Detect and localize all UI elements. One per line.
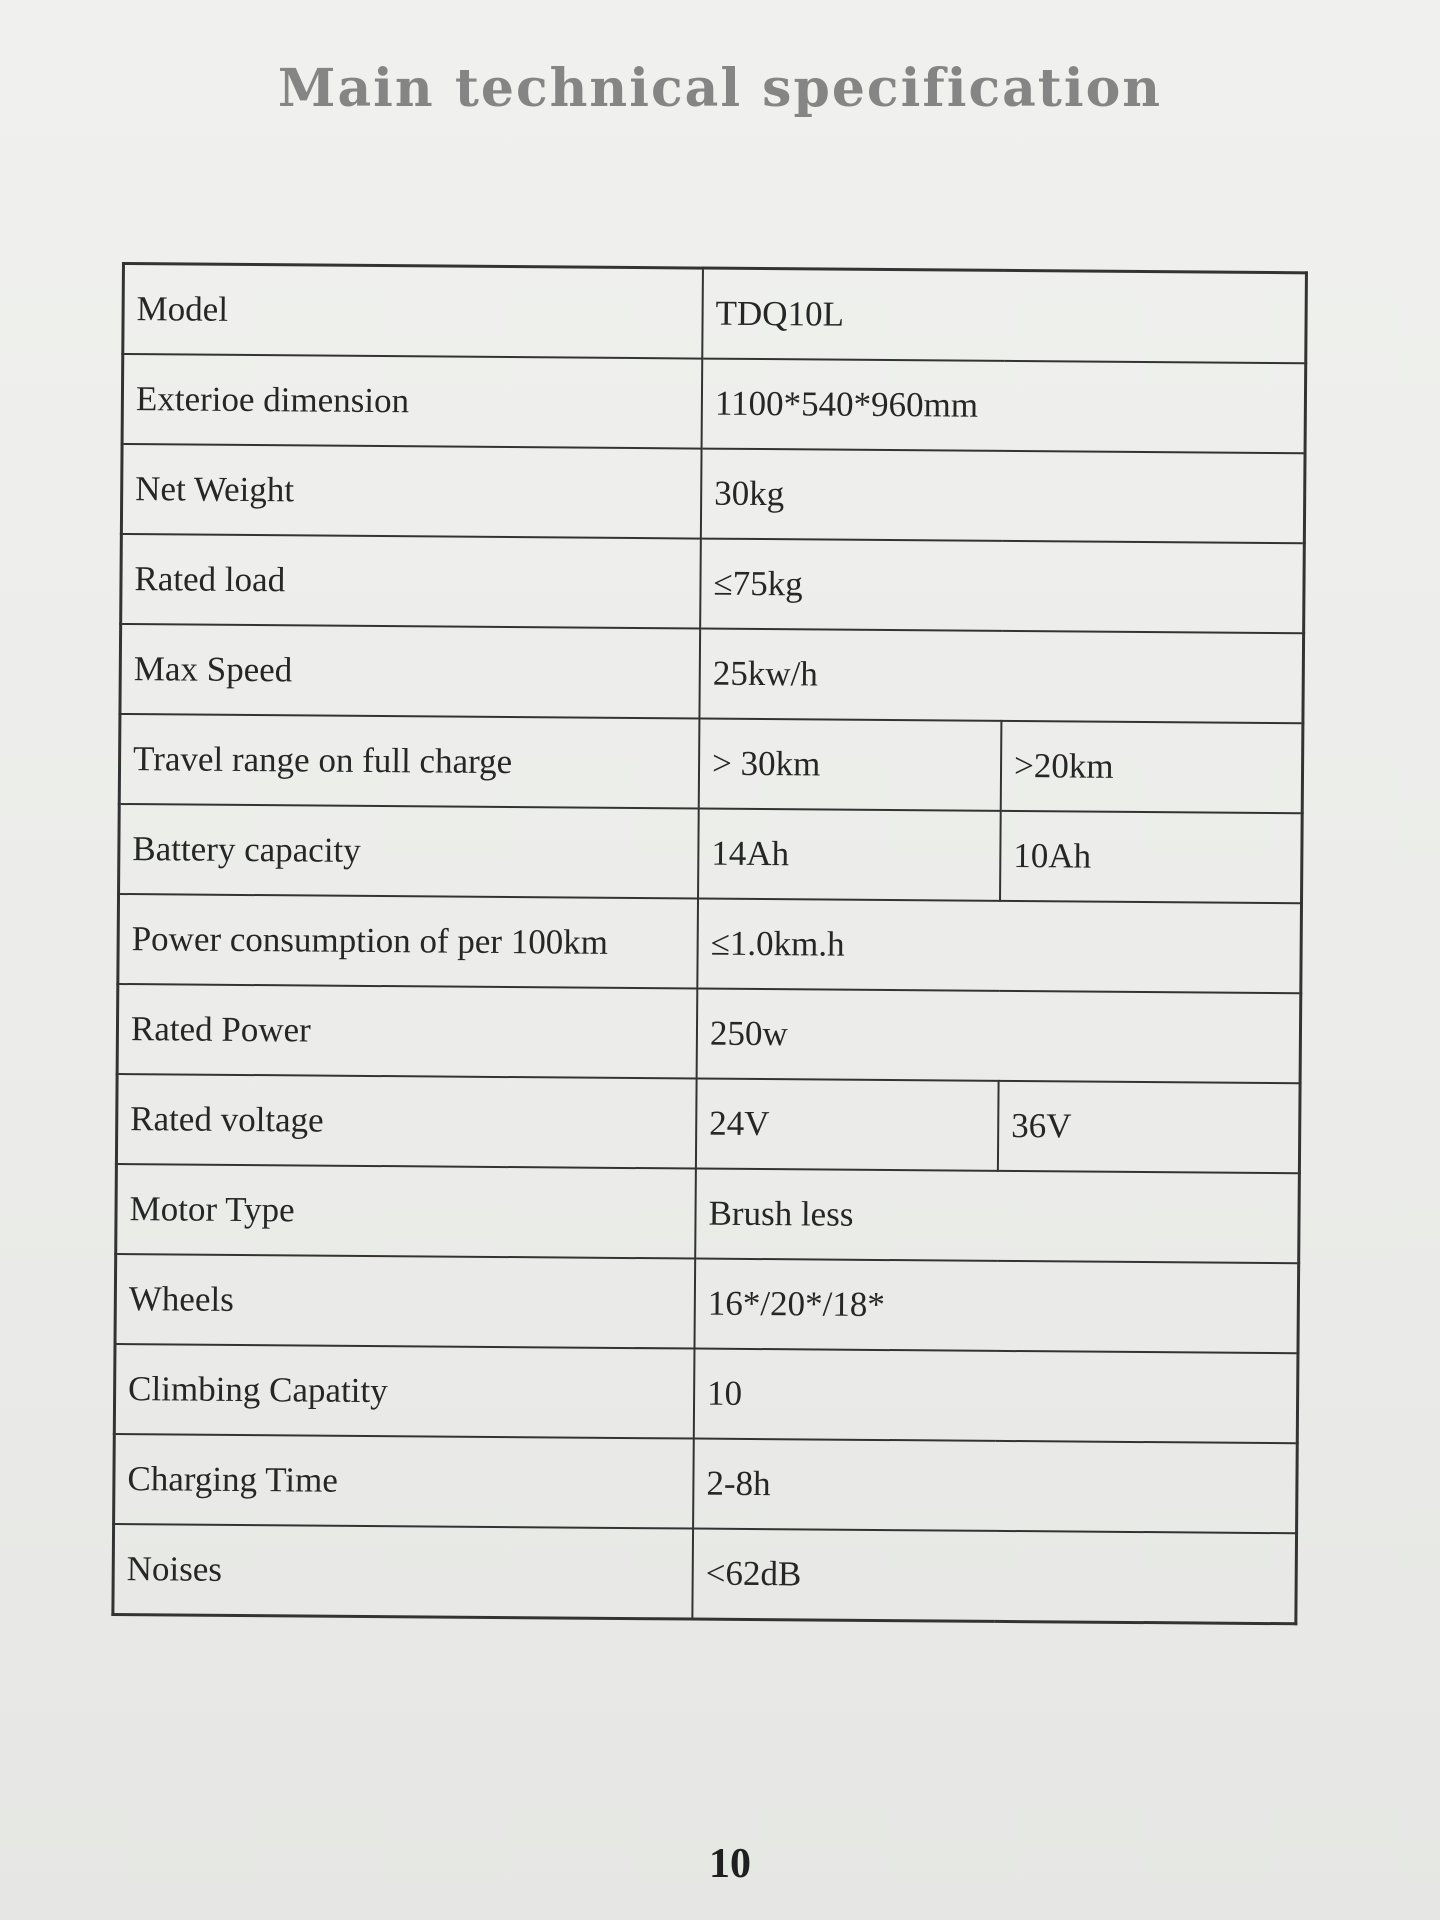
spec-value: ≤1.0km.h (697, 899, 1301, 994)
page-title: Main technical specification (277, 58, 1163, 119)
table-row (114, 1344, 1298, 1443)
spec-value: Brush less (695, 1169, 1299, 1264)
spec-value: 1100*540*960mm (702, 359, 1306, 454)
table-row (120, 624, 1304, 723)
spec-label: Net Weight (121, 444, 701, 539)
table-row (116, 1164, 1300, 1263)
table-row (117, 984, 1301, 1083)
table-row (113, 1524, 1297, 1624)
table-row (118, 894, 1302, 993)
spec-value: >20km (1001, 721, 1303, 813)
spec-label: Model (123, 264, 703, 359)
spec-value: 10Ah (1000, 811, 1302, 903)
spec-label: Charging Time (114, 1434, 694, 1529)
spec-label: Battery capacity (119, 804, 699, 899)
spec-value: <62dB (692, 1529, 1296, 1624)
spec-value: 36V (998, 1081, 1300, 1173)
spec-value: 14Ah (698, 809, 1001, 901)
table-row (119, 714, 1303, 813)
spec-value: 24V (696, 1079, 999, 1171)
spec-label: Rated load (121, 534, 701, 629)
table-row (115, 1254, 1299, 1353)
spec-value: 30kg (701, 449, 1305, 544)
table-row (114, 1434, 1298, 1533)
spec-label: Noises (113, 1524, 693, 1619)
spec-value: 2-8h (693, 1439, 1297, 1534)
spec-value: ≤75kg (700, 539, 1304, 634)
table-row (119, 804, 1303, 903)
table-row (116, 1074, 1300, 1173)
spec-table (111, 262, 1308, 1625)
spec-label: Wheels (115, 1254, 695, 1349)
spec-table-body (113, 264, 1307, 1624)
page-number: 10 (709, 1841, 751, 1887)
spec-value: > 30km (699, 719, 1002, 811)
table-row (121, 444, 1305, 543)
spec-label: Climbing Capatity (114, 1344, 694, 1439)
spec-value: 250w (697, 989, 1301, 1084)
spec-value: 25kw/h (699, 629, 1303, 724)
table-row (122, 354, 1306, 453)
spec-label: Rated voltage (116, 1074, 696, 1169)
spec-value: TDQ10L (702, 268, 1306, 363)
spec-label: Motor Type (116, 1164, 696, 1259)
table-row (123, 264, 1307, 364)
spec-label: Exterioe dimension (122, 354, 702, 449)
table-row (121, 534, 1305, 633)
spec-label: Power consumption of per 100km (118, 894, 698, 989)
spec-label: Max Speed (120, 624, 700, 719)
spec-value: 10 (694, 1349, 1298, 1444)
spec-label: Rated Power (117, 984, 697, 1079)
spec-label: Travel range on full charge (119, 714, 699, 809)
spec-value: 16*/20*/18* (694, 1259, 1298, 1354)
